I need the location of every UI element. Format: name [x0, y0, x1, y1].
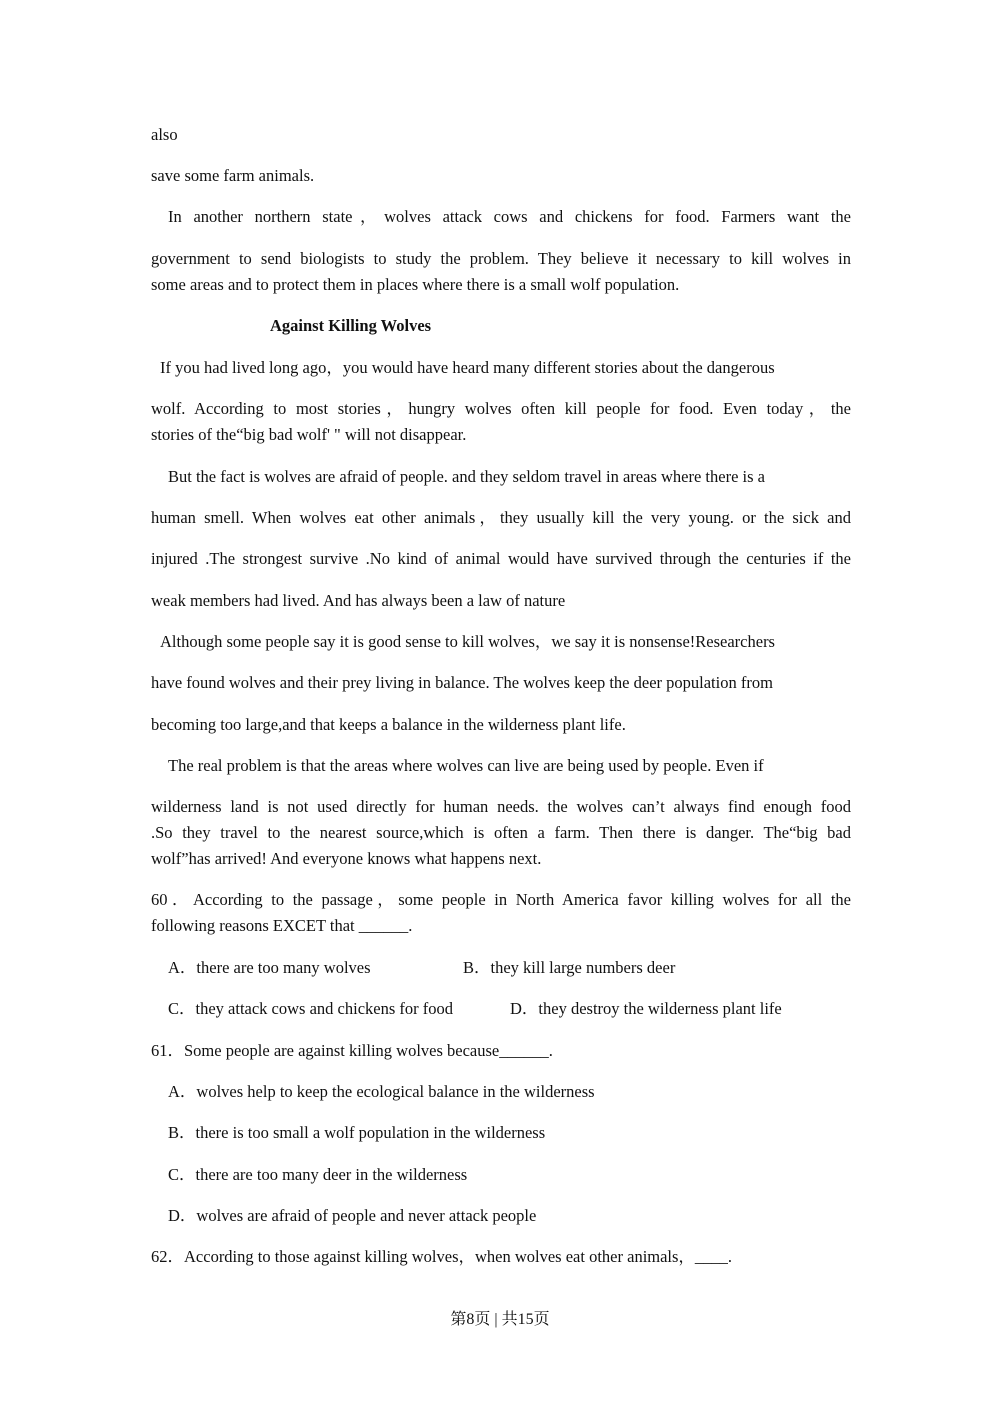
- passage-line: wilderness land is not used directly for human needs. the wolves can’t always find enough food: [151, 797, 851, 816]
- passage-line: Although some people say it is good sense to kill wolves，we say it is nonsense!Researchers: [160, 632, 775, 651]
- passage-line: weak members had lived. And has always been a law of nature: [151, 591, 566, 610]
- question-60-option-a: A．there are too many wolves: [168, 958, 371, 977]
- passage-line: But the fact is wolves are afraid of people. and they seldom travel in areas where there is a: [168, 467, 765, 486]
- question-61-stem: 61．Some people are against killing wolves because______.: [151, 1041, 553, 1060]
- passage-line: save some farm animals.: [151, 166, 315, 185]
- passage-line: some areas and to protect them in places where there is a small wolf population.: [151, 275, 680, 294]
- question-62-stem: 62．According to those against killing wolves，when wolves eat other animals，____.: [151, 1247, 733, 1266]
- question-61-option-d: D．wolves are afraid of people and never attack people: [168, 1206, 537, 1225]
- passage-line: government to send biologists to study the problem. They believe it necessary to kill wolves in: [151, 249, 851, 268]
- passage-line: .So they travel to the nearest source,which is often a farm. Then there is danger. The“big bad: [151, 823, 851, 842]
- question-60-stem: following reasons EXCET that ______.: [151, 916, 413, 935]
- passage-line: wolf. According to most stories，hungry wolves often kill people for food. Even today，the: [151, 399, 851, 418]
- question-60-stem: 60．According to the passage，some people in North America favor killing wolves for all the: [151, 890, 851, 909]
- passage-line: becoming too large,and that keeps a balance in the wilderness plant life.: [151, 715, 626, 734]
- question-60-option-c: C．they attack cows and chickens for food: [168, 999, 453, 1018]
- passage-line: The real problem is that the areas where wolves can live are being used by people. Even if: [168, 756, 764, 775]
- passage-line: wolf”has arrived! And everyone knows what happens next.: [151, 849, 542, 868]
- page-number-footer: 第8页 | 共15页: [450, 1311, 550, 1328]
- passage-line: If you had lived long ago，you would have heard many different stories about the dangerous: [160, 358, 775, 377]
- question-60-option-b: B．they kill large numbers deer: [463, 958, 676, 977]
- passage-line: also: [151, 125, 178, 144]
- section-heading: Against Killing Wolves: [270, 316, 432, 335]
- passage-line: injured .The strongest survive .No kind of animal would have survived through the centuries if the: [151, 549, 851, 568]
- question-60-option-d: D．they destroy the wilderness plant life: [510, 999, 782, 1018]
- passage-line: In another northern state，wolves attack cows and chickens for food. Farmers want the: [168, 207, 851, 226]
- passage-line: have found wolves and their prey living in balance. The wolves keep the deer population from: [151, 673, 773, 692]
- question-61-option-c: C．there are too many deer in the wilderness: [168, 1165, 468, 1184]
- question-61-option-b: B．there is too small a wolf population in the wilderness: [168, 1123, 546, 1142]
- question-61-option-a: A．wolves help to keep the ecological balance in the wilderness: [168, 1082, 595, 1101]
- passage-line: human smell. When wolves eat other animals，they usually kill the very young. or the sick and: [151, 508, 851, 527]
- passage-line: stories of the“big bad wolf' " will not disappear.: [151, 425, 467, 444]
